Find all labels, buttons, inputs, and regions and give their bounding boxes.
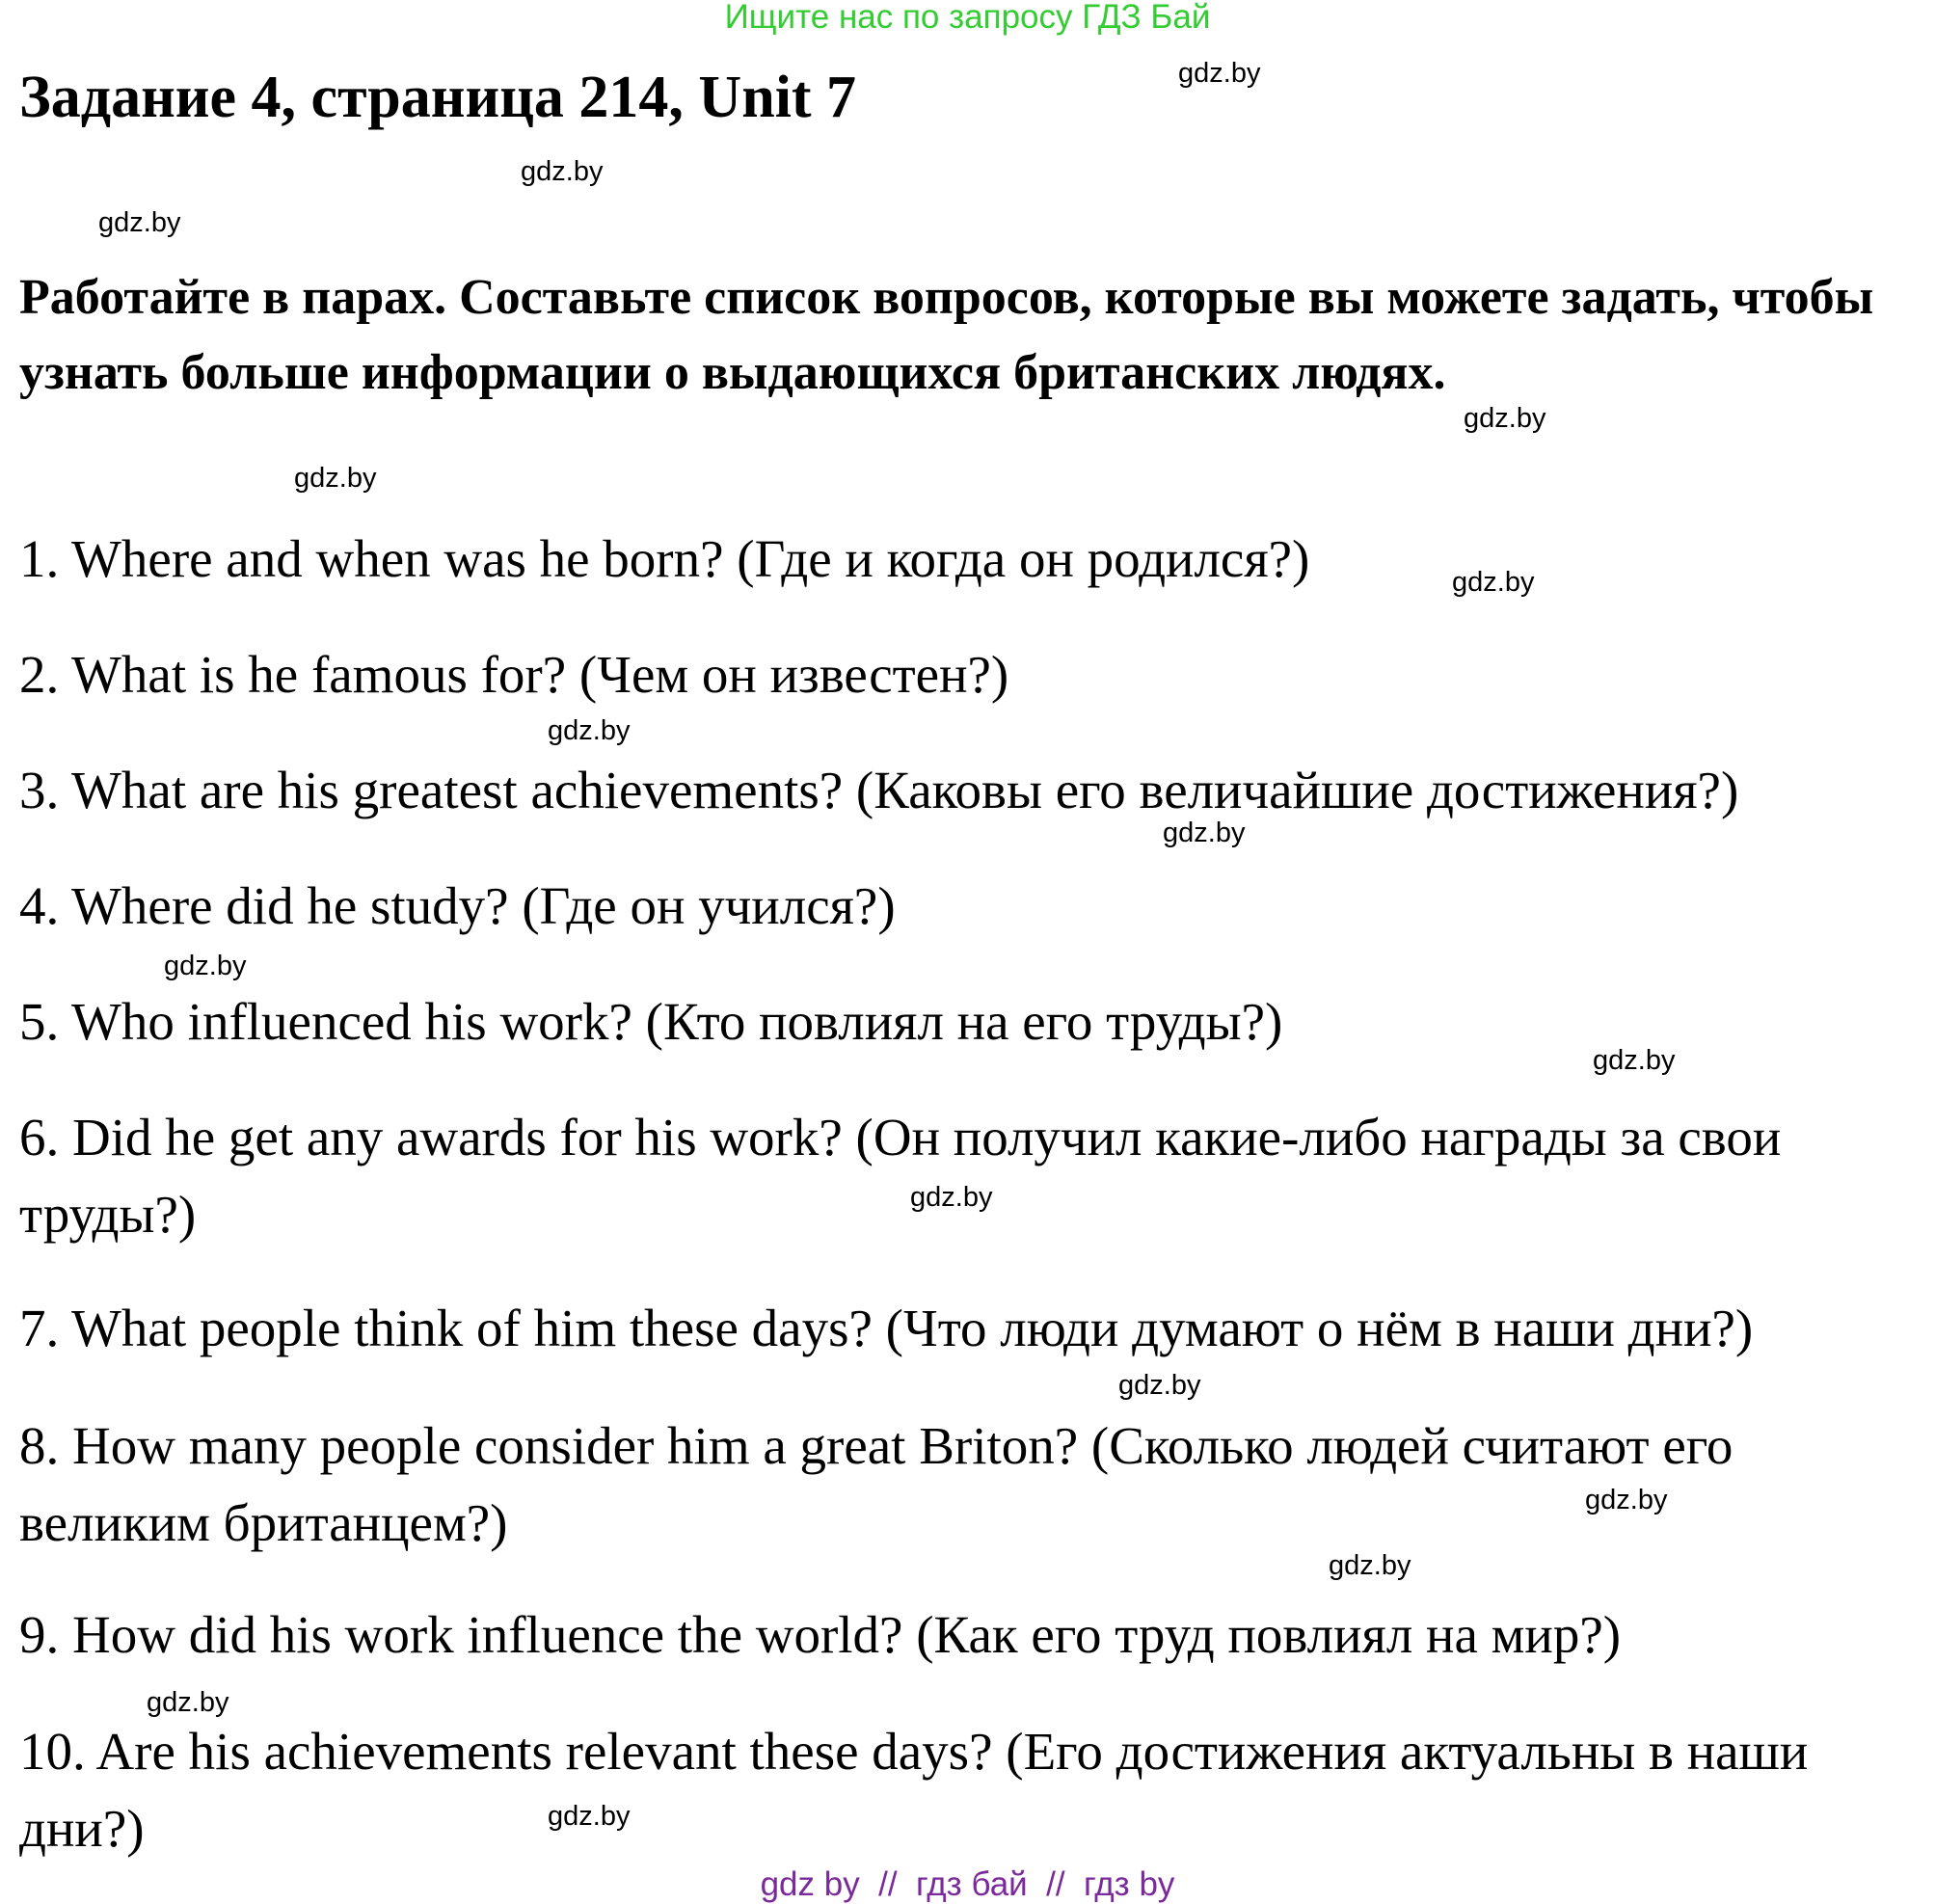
- answer-item-3: 3. What are his greatest achievements? (Каковы его величайшие достижения?): [19, 761, 1739, 819]
- watermark: gdz.by: [1118, 1370, 1201, 1401]
- answer-item-1: 1. Where and when was he born? (Где и когда он родился?): [19, 529, 1310, 588]
- watermark: gdz.by: [98, 207, 181, 238]
- footer: gdz by // гдз бай // гдз by: [760, 1865, 1175, 1903]
- answer-item-5: 5. Who influenced his work? (Кто повлиял на его труды?): [19, 992, 1283, 1051]
- top-banner: Ищите нас по запросу ГДЗ Бай: [724, 0, 1211, 36]
- watermark: gdz.by: [1585, 1485, 1668, 1515]
- answer-item-9: 9. How did his work influence the world? (Как его труд повлиял на мир?): [19, 1605, 1622, 1664]
- answer-item-4: 4. Where did he study? (Где он учился?): [19, 876, 896, 935]
- watermark: gdz.by: [1593, 1045, 1676, 1076]
- watermark: gdz.by: [1163, 818, 1246, 848]
- watermark: gdz.by: [548, 1801, 631, 1832]
- answer-item-10: 10. Are his achievements relevant these days? (Его достижения актуальны в наши дни?): [19, 1722, 1809, 1858]
- answer-item-7: 7. What people think of him these days? (Что люди думают о нём в наши дни?): [19, 1299, 1754, 1357]
- answer-item-8: 8. How many people consider him a great Briton? (Сколько людей считают его великим британцем?): [19, 1416, 1733, 1552]
- watermark: gdz.by: [1452, 567, 1535, 598]
- watermark: gdz.by: [147, 1687, 229, 1718]
- page-title: Задание 4, страница 214, Unit 7: [19, 65, 857, 130]
- watermark: gdz.by: [164, 951, 247, 981]
- answer-item-2: 2. What is he famous for? (Чем он известен?): [19, 645, 1009, 704]
- task-instruction: Работайте в парах. Составьте список вопросов, которые вы можете задать, чтобы узнать больше информации о выдающихся британских людях.: [19, 270, 1874, 400]
- watermark: gdz.by: [521, 156, 604, 187]
- watermark: gdz.by: [910, 1182, 993, 1213]
- watermark: gdz.by: [294, 463, 377, 494]
- watermark: gdz.by: [1329, 1550, 1411, 1581]
- watermark: gdz.by: [548, 715, 631, 746]
- watermark: gdz.by: [1464, 403, 1546, 434]
- watermark: gdz.by: [1178, 58, 1261, 89]
- answer-item-6: 6. Did he get any awards for his work? (Он получил какие-либо награды за свои труды?): [19, 1108, 1782, 1244]
